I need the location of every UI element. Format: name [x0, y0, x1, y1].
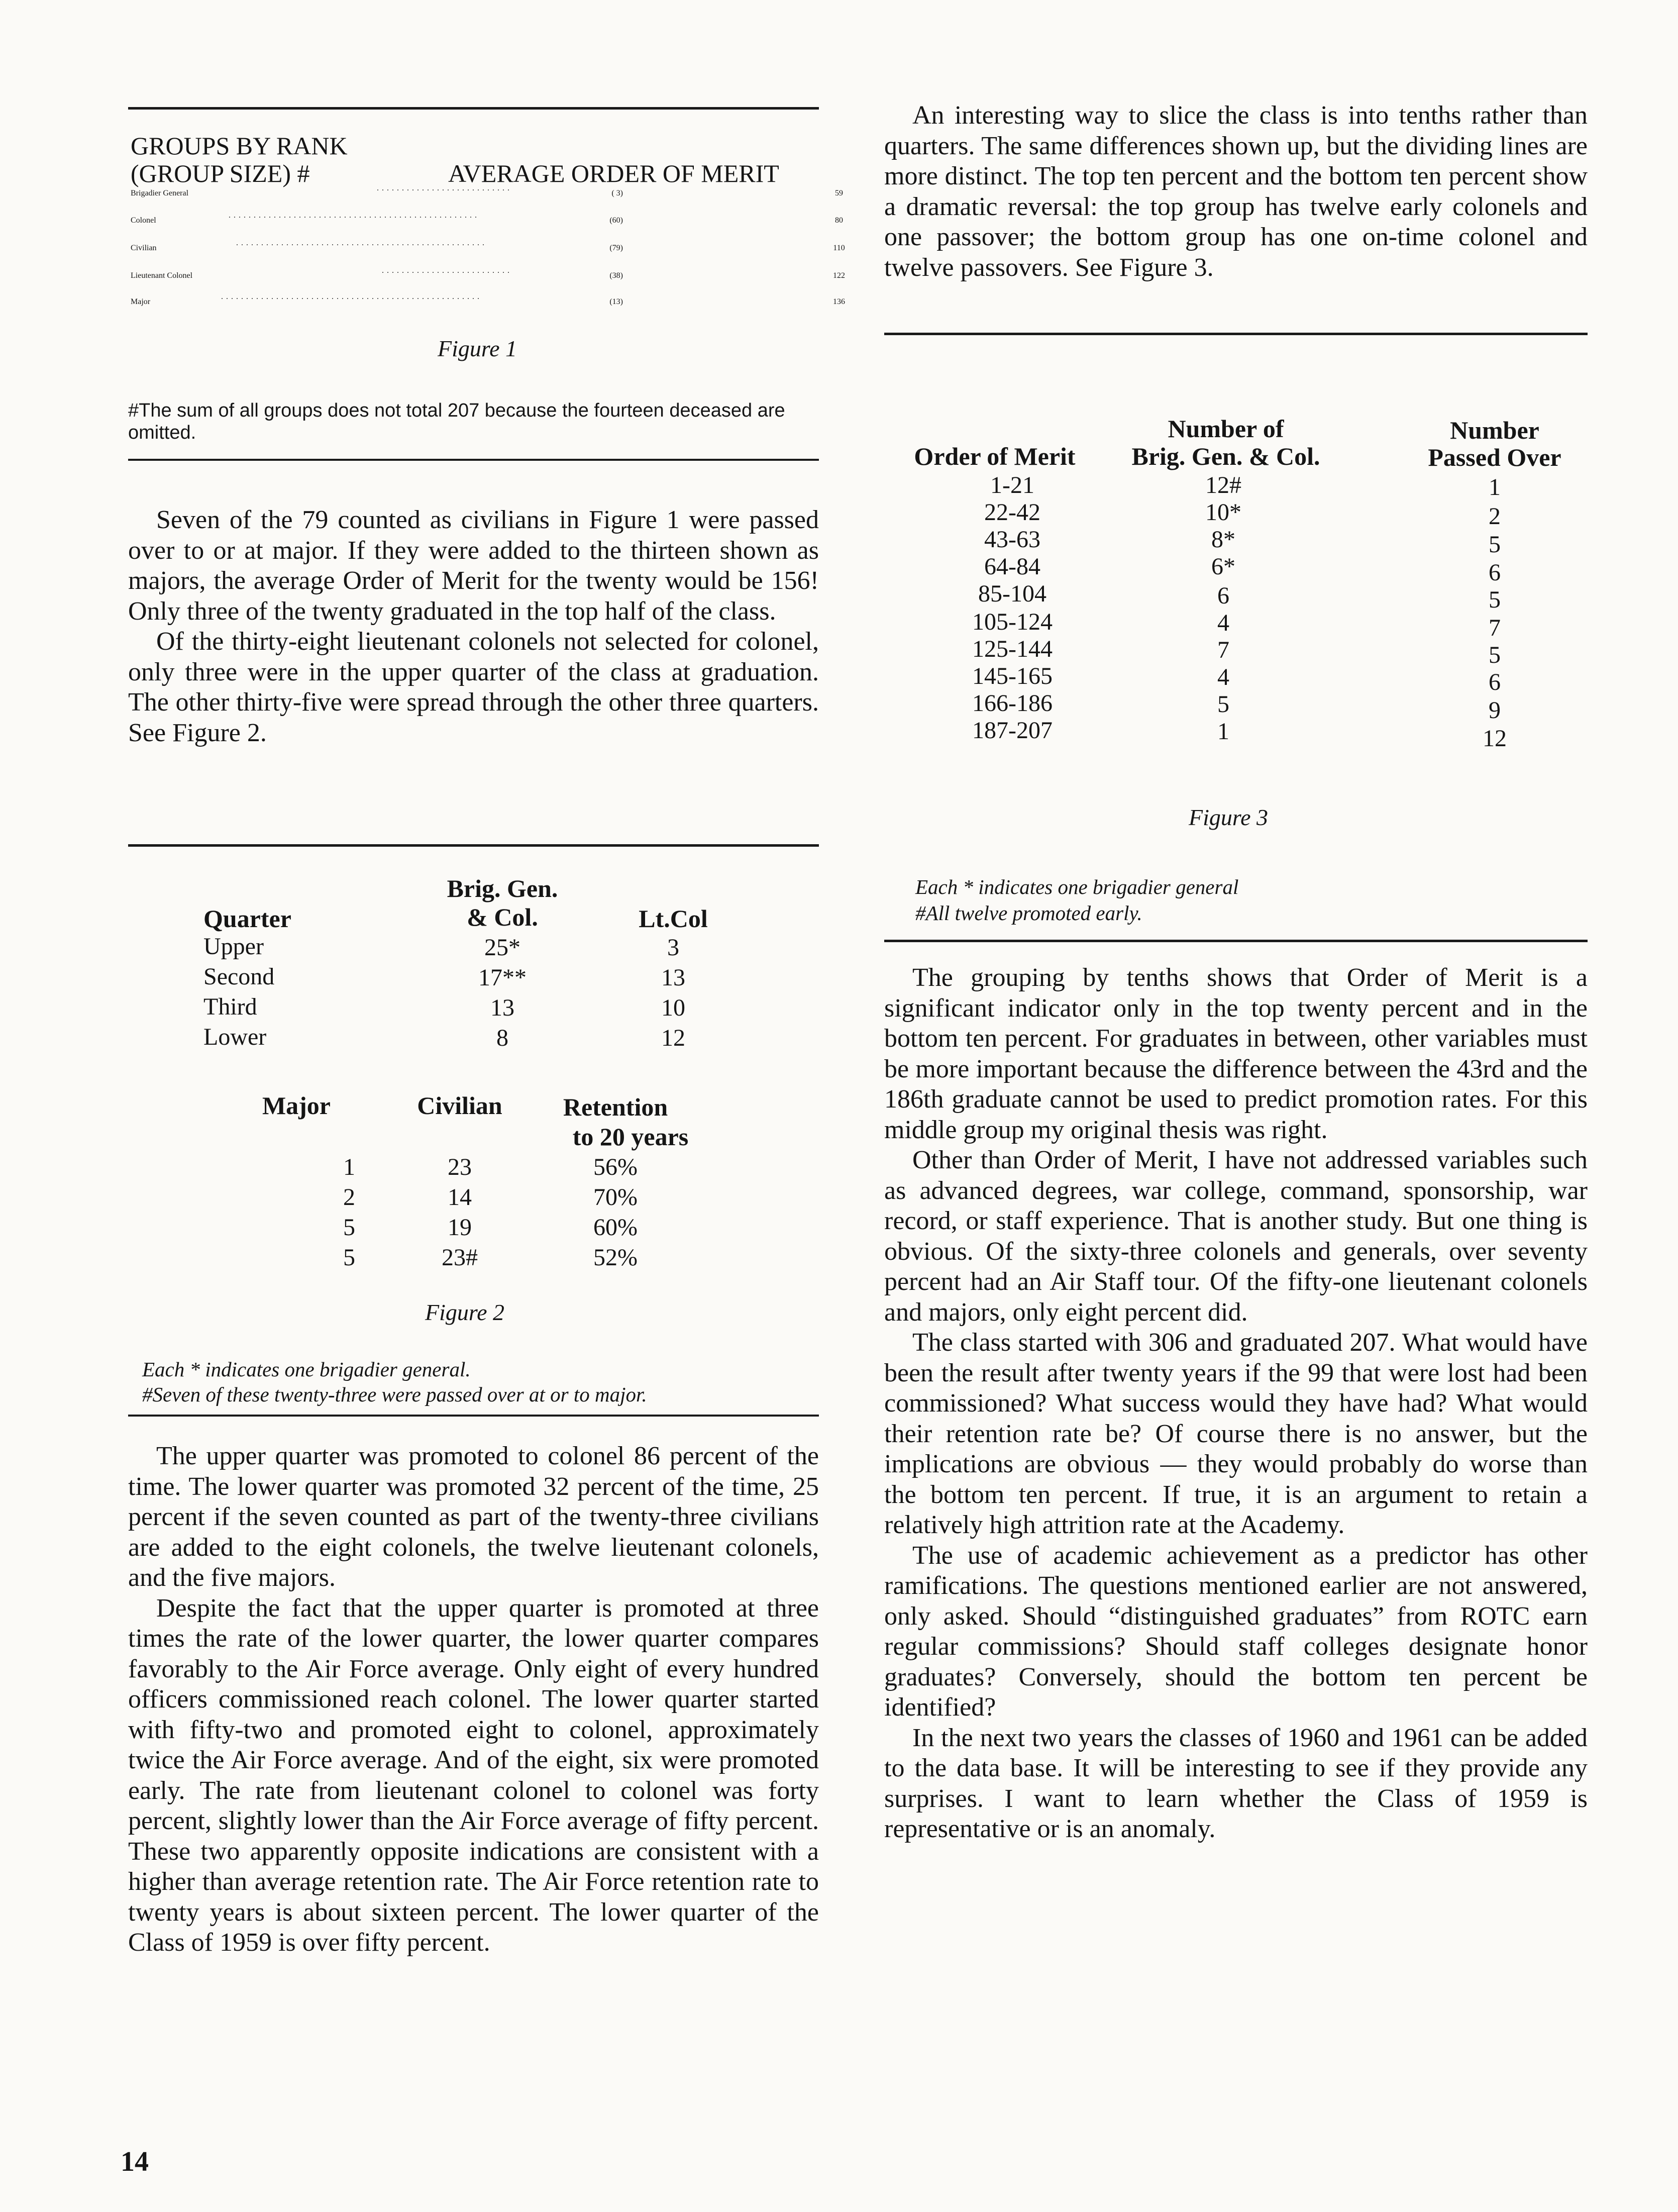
paragraph: The use of academic achievement as a predictor has other ramifications. The questions mentioned earlier are not answered, only asked. Should “distinguished graduates” from ROTC earn regular commissions? Should staff colleges designate honor graduates? Conversely, should the bottom ten percent be identified?: [884, 1541, 1588, 1722]
fig2-header-major: Major: [262, 1091, 331, 1120]
fig3-passed: 6: [1489, 559, 1501, 586]
fig2-ltcol: 10: [661, 994, 685, 1021]
fig3-passed: 6: [1489, 669, 1501, 695]
fig3-brig: 1: [1217, 718, 1229, 745]
paragraph: Of the thirty-eight lieutenant colonels not selected for colonel, only three were in the upper quarter of the class at graduation. The other thirty-five were spread through the other three quarters. See Figure 2.: [128, 627, 819, 747]
figure1-size: (13): [609, 297, 623, 306]
rule-top-figure1: [128, 107, 819, 110]
figure1-group: Lieutenant Colonel: [131, 271, 193, 280]
fig2-header-civilian: Civilian: [417, 1091, 502, 1120]
figure1-note: #The sum of all groups does not total 207 because the fourteen deceased are omitted.: [128, 400, 785, 443]
fig2-header-quarter: Quarter: [203, 904, 291, 933]
fig2-retention: 70%: [593, 1184, 638, 1211]
figure1-avg: 59: [835, 189, 843, 197]
fig3-merit: 22-42: [984, 499, 1040, 526]
paragraph: Despite the fact that the upper quarter is promoted at three times the rate of the lower quarter, the lower quarter compares favorably to the Air Force average. Only eight of every hundred officers commissioned reach colonel. The lower quarter started with fifty-two and promoted eight to colonel, approximately twice the Air Force average. And of the eight, six were promoted early. The rate from lieutenant colonel to colonel was forty percent, slightly lower than the Air Force average of fifty percent. These two apparently opposite indications are consistent with a higher than average retention rate. The Air Force retention rate to twenty years is about sixteen percent. The lower quarter of the Class of 1959 is over fifty percent.: [128, 1593, 819, 1957]
fig3-merit: 166-186: [972, 690, 1053, 717]
fig2-header-brig-line2: & Col.: [467, 903, 538, 931]
fig2-ltcol: 12: [661, 1025, 685, 1051]
left-body-text-1: [128, 505, 819, 748]
paragraph: An interesting way to slice the class is into tenths rather than quarters. The same differences shown up, but the dividing lines are more distinct. The top ten percent and the bottom ten percent show a dramatic reversal: the top group has twelve early colonels and one passover; the bottom group has one on-time colonel and twelve passovers. See Figure 3.: [884, 101, 1588, 282]
figure1-heading1: GROUPS BY RANK: [131, 132, 348, 160]
rule-top-figure2: [128, 844, 819, 847]
paragraph: The grouping by tenths shows that Order of Merit is a significant indicator only in the top twenty percent and in the bottom ten percent. For graduates in between, other variables must be more important because the difference between the 43rd and the 186th graduate cannot be used to predict promotion rates. For this middle group my original thesis was right.: [884, 963, 1588, 1144]
fig3-merit: 105-124: [972, 609, 1053, 635]
figure2-note1: Each * indicates one brigadier general.: [142, 1358, 471, 1381]
figure1-avg: 110: [833, 244, 845, 252]
fig2-header-ltcol: Lt.Col: [639, 904, 708, 933]
fig3-brig: 7: [1217, 637, 1229, 663]
fig2-quarter: Lower: [203, 1024, 267, 1050]
figure1-avg: 136: [833, 297, 845, 306]
rule-bottom-figure2: [128, 1415, 819, 1417]
leader-dots: ..........................: [382, 266, 512, 275]
fig3-passed: 1: [1489, 474, 1501, 500]
fig3-brig: 10*: [1205, 499, 1241, 526]
fig2-brig: 8: [496, 1025, 508, 1051]
fig2-header-brig-line1: Brig. Gen.: [447, 874, 558, 902]
paragraph: The class started with 306 and graduated 207. What would have been the result after twenty years if the 99 that were lost had been commissioned? What success would they have had? What would their retention rate be? Of course there is no answer, but the implications are obvious — they would probably do worse than the bottom ten percent. If true, it is an argument to retain a relatively high attrition rate at the Academy.: [884, 1328, 1588, 1539]
fig2-civilian: 23: [448, 1154, 472, 1180]
figure2-caption: Figure 2: [425, 1299, 504, 1325]
fig3-header-brig-line1: Number of: [1168, 415, 1284, 443]
fig3-passed: 7: [1489, 615, 1501, 641]
figure1-size: (38): [609, 271, 623, 280]
fig3-passed: 5: [1489, 642, 1501, 668]
fig3-brig: 4: [1217, 610, 1229, 636]
fig3-header-passed-line2: Passed Over: [1428, 443, 1561, 471]
fig2-major: 5: [343, 1214, 355, 1241]
leader-dots: ..................................................: [229, 211, 480, 220]
fig2-civilian: 19: [448, 1214, 472, 1241]
page-number: 14: [121, 2146, 149, 2177]
fig3-passed: 5: [1489, 586, 1501, 613]
fig3-brig: 6*: [1211, 553, 1235, 580]
figure1-avg: 80: [835, 216, 843, 225]
figure1-group: Colonel: [131, 216, 156, 225]
figure1-group: Civilian: [131, 244, 157, 252]
fig3-merit: 125-144: [972, 636, 1053, 662]
figure1-size: (79): [609, 244, 623, 252]
paragraph: In the next two years the classes of 1960 and 1961 can be added to the data base. It will be interesting to see if they provide any surprises. I want to learn whether the Class of 1959 is representative or is an anomaly.: [884, 1723, 1588, 1843]
figure2-note2: #Seven of these twenty-three were passed over at or to major.: [142, 1383, 647, 1406]
fig2-brig: 25*: [484, 934, 520, 961]
leader-dots: ..................................................: [236, 239, 487, 247]
fig3-merit: 64-84: [984, 553, 1040, 580]
figure1-row: [131, 292, 845, 326]
figure1-group: Brigadier General: [131, 189, 189, 197]
fig2-header-retention-line1: Retention: [563, 1093, 668, 1121]
figure1-size: (60): [609, 216, 623, 225]
figure1-heading2-left: (GROUP SIZE) #: [131, 159, 310, 187]
fig2-retention: 52%: [593, 1244, 638, 1271]
fig2-brig: 13: [490, 994, 514, 1021]
rule-bottom-figure1: [128, 459, 819, 461]
figure1-group: Major: [131, 297, 151, 306]
fig3-brig: 12#: [1205, 472, 1241, 498]
paragraph: Other than Order of Merit, I have not addressed variables such as advanced degrees, war college, command, sponsorship, war record, or staff experience. That is another study. But one thing is obvious. Of the sixty-three colonels and generals, over seventy percent had an Air Staff tour. Of the fifty-one lieutenant colonels and majors, only eight percent did.: [884, 1146, 1588, 1327]
rule-bottom-figure3: [884, 940, 1588, 942]
fig3-merit: 85-104: [978, 580, 1046, 607]
fig3-header-merit: Order of Merit: [914, 442, 1076, 470]
leader-dots: ....................................................: [221, 292, 482, 301]
fig3-brig: 8*: [1211, 526, 1235, 553]
fig3-passed: 12: [1483, 725, 1507, 752]
fig3-brig: 5: [1217, 691, 1229, 718]
fig2-major: 5: [343, 1244, 355, 1271]
fig2-major: 1: [343, 1154, 355, 1180]
figure-1: [131, 132, 845, 373]
fig3-header-brig-line2: Brig. Gen. & Col.: [1131, 442, 1320, 470]
fig2-header-retention-line2: to 20 years: [572, 1123, 689, 1151]
fig2-quarter: Upper: [203, 933, 264, 960]
fig3-passed: 9: [1489, 697, 1501, 724]
fig3-passed: 5: [1489, 531, 1501, 558]
fig2-quarter: Second: [203, 963, 275, 990]
fig2-civilian: 14: [448, 1184, 472, 1211]
fig3-merit: 1-21: [990, 472, 1034, 498]
figure1-avg: 122: [833, 271, 845, 280]
figure3-caption: Figure 3: [1189, 805, 1268, 830]
fig2-major: 2: [343, 1184, 355, 1211]
figure3-note1: Each * indicates one brigadier general: [915, 875, 1239, 898]
fig3-passed: 2: [1489, 503, 1501, 530]
fig3-brig: 4: [1217, 664, 1229, 690]
fig3-merit: 187-207: [972, 717, 1053, 744]
paragraph: Seven of the 79 counted as civilians in Figure 1 were passed over to or at major. If they were added to the thirteen shown as majors, the average Order of Merit for the twenty would be 156! Only three of the twenty graduated in the top half of the class.: [128, 506, 819, 626]
rule-top-figure3: [884, 333, 1588, 335]
leader-dots: ...........................: [377, 184, 512, 192]
fig2-quarter: Third: [203, 993, 257, 1020]
fig3-brig: 6: [1217, 582, 1229, 609]
right-body-text-2: [884, 963, 1588, 1845]
fig2-ltcol: 3: [667, 934, 679, 961]
figure1-size: ( 3): [611, 189, 623, 197]
fig3-merit: 145-165: [972, 663, 1053, 689]
paragraph: The upper quarter was promoted to colonel 86 percent of the time. The lower quarter was promoted 32 percent of the time, 25 percent if the seven counted as part of the twenty-three civilians are added to the eight colonels, the twelve lieutenant colonels, and the five majors.: [128, 1442, 819, 1592]
fig2-retention: 60%: [593, 1214, 638, 1241]
figure1-caption: Figure 1: [438, 336, 517, 361]
fig3-header-passed-line1: Number: [1450, 416, 1539, 444]
figure1-heading2-right: AVERAGE ORDER OF MERIT: [448, 159, 779, 187]
left-body-text-2: [128, 1441, 819, 1958]
fig2-retention: 56%: [593, 1154, 638, 1180]
fig2-civilian: 23#: [442, 1244, 478, 1271]
right-body-text-1: [884, 100, 1588, 283]
fig2-brig: 17**: [478, 964, 527, 991]
fig2-ltcol: 13: [661, 964, 685, 991]
figure3-note2: #All twelve promoted early.: [915, 901, 1142, 925]
fig3-merit: 43-63: [984, 526, 1040, 553]
